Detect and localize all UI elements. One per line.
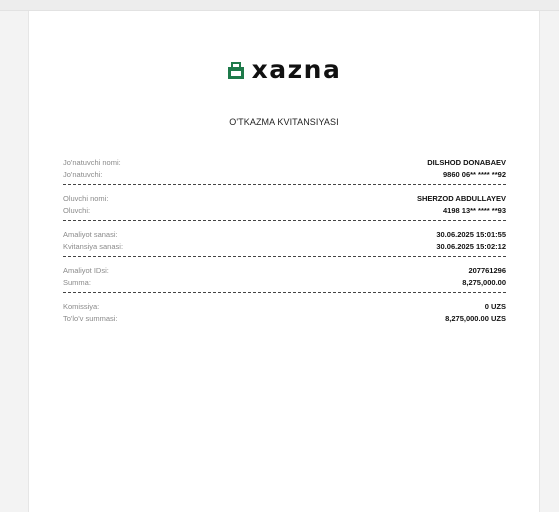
brand-name: xazna	[251, 55, 342, 84]
row-value: 30.06.2025 15:02:12	[436, 242, 506, 251]
row-label: Amaliyot sanasi:	[63, 230, 118, 239]
row-label: Komissiya:	[63, 302, 100, 311]
receipt-row	[63, 313, 506, 325]
row-value: 9860 06** **** **92	[443, 170, 506, 179]
receipt-row	[63, 193, 506, 205]
receipt-row	[63, 301, 506, 313]
row-label: Kvitansiya sanasi:	[63, 242, 124, 251]
receipt-row	[63, 205, 506, 217]
receipt-section	[63, 256, 506, 292]
receipt-page	[28, 11, 540, 512]
receipt-section	[63, 184, 506, 220]
receipt-row	[63, 229, 506, 241]
receipt-section	[63, 154, 506, 184]
row-label: Amaliyot IDsi:	[63, 266, 109, 275]
receipt-row	[63, 169, 506, 181]
row-label: Summa:	[63, 278, 91, 287]
row-value: SHERZOD ABDULLAYEV	[416, 194, 506, 203]
row-label: Jo'natuvchi nomi:	[63, 158, 121, 167]
row-label: Oluvchi:	[63, 206, 91, 215]
row-value: 30.06.2025 15:01:55	[436, 230, 506, 239]
row-label: Jo'natuvchi:	[63, 170, 103, 179]
row-value: 8,275,000.00	[462, 278, 506, 287]
row-value: 207761296	[468, 266, 506, 275]
viewer-toolbar	[0, 0, 559, 11]
receipt-section	[63, 220, 506, 256]
row-label: Oluvchi nomi:	[63, 194, 109, 203]
receipt-title: O'TKAZMA KVITANSIYASI	[229, 117, 339, 127]
receipt-row	[63, 277, 506, 289]
row-value: DILSHOD DONABAEV	[427, 158, 506, 167]
shopping-bag-icon	[227, 62, 245, 80]
row-value: 8,275,000.00 UZS	[445, 314, 506, 323]
brand-logo	[29, 55, 539, 85]
row-value: 4198 13** **** **93	[443, 206, 506, 215]
receipt-row	[63, 241, 506, 253]
receipt-details	[63, 154, 506, 328]
receipt-row	[63, 157, 506, 169]
row-label: To'lo'v summasi:	[63, 314, 118, 323]
receipt-section	[63, 292, 506, 328]
receipt-row	[63, 265, 506, 277]
row-value: 0 UZS	[484, 302, 506, 311]
